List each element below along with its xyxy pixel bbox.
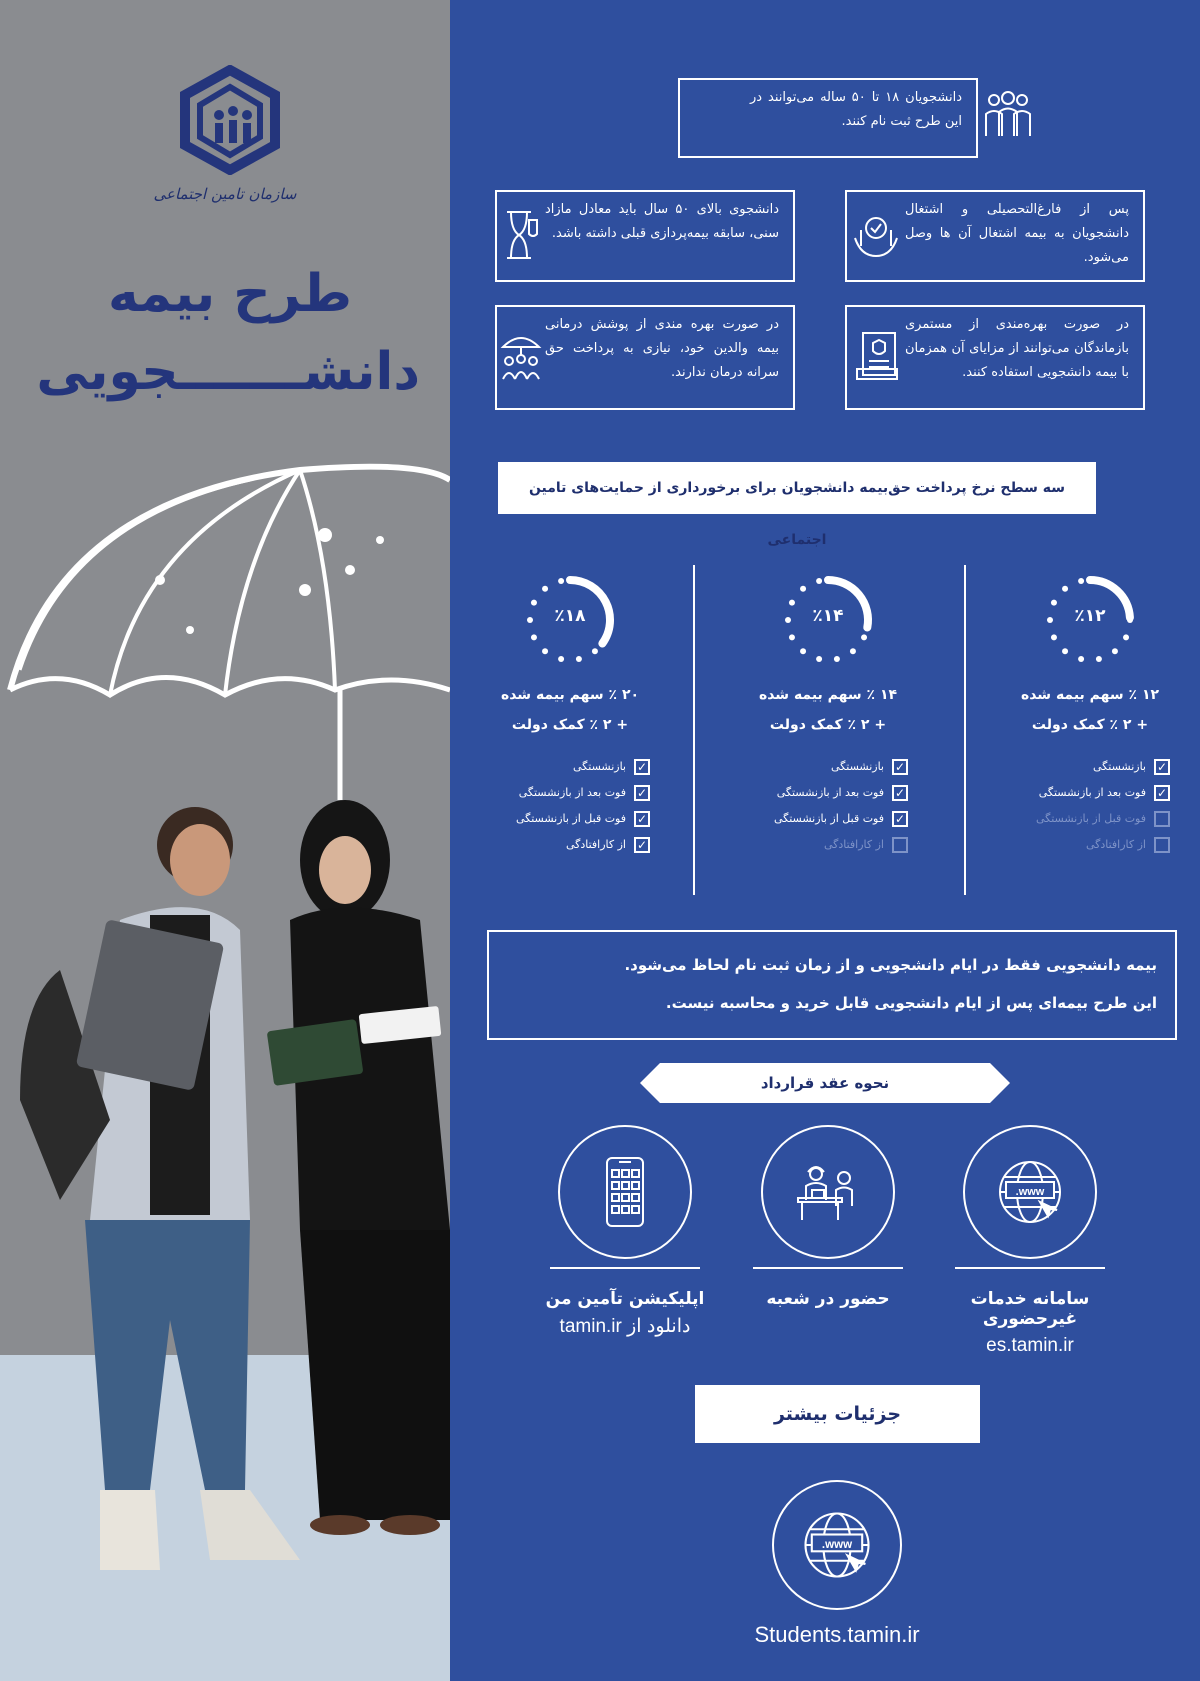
checkbox-icon: ✓ xyxy=(634,759,650,775)
more-details-banner: جزئیات بیشتر xyxy=(695,1385,980,1443)
benefit-item xyxy=(708,832,908,858)
benefit-item xyxy=(970,780,1170,806)
gauge-dot xyxy=(1051,600,1057,606)
gauge-dot xyxy=(1096,656,1102,662)
gauge-dot xyxy=(816,578,822,584)
info-box-age-range xyxy=(678,78,978,158)
tier-18-share: ۲۰ ٪ سهم بیمه شده xyxy=(500,687,640,703)
page-title xyxy=(36,255,420,411)
method-mobile-app-name: اپلیکیشن تآمین من xyxy=(545,1289,705,1309)
benefit-item xyxy=(450,806,650,832)
mobile-app-icon xyxy=(585,1152,665,1232)
gauge-dot xyxy=(592,648,598,654)
method-base-line xyxy=(955,1267,1105,1269)
gauge-dot xyxy=(861,634,867,640)
info-box-parent-coverage-text: در صورت بهره مندی از پوشش درمانی بیمه والدین خود، نیازی به پرداخت حق سرانه درمان ندارند. xyxy=(545,317,779,380)
column-divider xyxy=(964,565,966,895)
gauge-dot xyxy=(816,656,822,662)
group-icon xyxy=(980,90,1036,149)
tier-14-share: ۱۴ ٪ سهم بیمه شده xyxy=(758,687,898,703)
tier-14-gov: + ۲ ٪ کمک دولت xyxy=(769,717,887,733)
circle-frame xyxy=(963,1125,1097,1259)
student-period-notice xyxy=(487,930,1177,1040)
tier-14 xyxy=(708,570,948,890)
method-online-services-url[interactable]: es.tamin.ir xyxy=(986,1335,1074,1356)
tier-18-benefits xyxy=(450,754,690,858)
tier-12-share: ۱۲ ٪ سهم بیمه شده xyxy=(1020,687,1160,703)
benefit-label: از کارافتادگی xyxy=(823,838,884,851)
hands-heart-icon xyxy=(853,210,899,269)
tier-18-percent: ٪۱۸ xyxy=(554,606,586,626)
gauge-dot xyxy=(576,656,582,662)
column-divider xyxy=(693,565,695,895)
branch-desk-icon xyxy=(788,1152,868,1232)
checkbox-icon: ✓ xyxy=(634,811,650,827)
gauge-dot xyxy=(531,634,537,640)
benefit-label: فوت بعد از بازنشستگی xyxy=(1038,786,1146,799)
tier-12-gauge xyxy=(1040,570,1140,670)
benefit-item xyxy=(708,780,908,806)
students-photo xyxy=(0,800,450,1600)
checkbox-icon: ✓ xyxy=(1154,759,1170,775)
tier-12-percent: ٪۱۲ xyxy=(1074,606,1106,626)
tier-18-gov: + ۲ ٪ کمک دولت xyxy=(511,717,629,733)
method-online-services[interactable] xyxy=(930,1125,1130,1357)
gauge-dot xyxy=(1051,634,1057,640)
gauge-dot xyxy=(789,634,795,640)
family-umbrella-icon xyxy=(499,329,543,392)
info-box-survivor-pension xyxy=(845,305,1145,410)
web-icon xyxy=(795,1503,879,1587)
gauge-dot xyxy=(800,586,806,592)
gauge-dot xyxy=(1078,656,1084,662)
info-box-survivor-pension-text: در صورت بهره‌مندی از مستمری بازماندگان می‌توانند از مزایای آن همزمان با بیمه دانشجویی استفاده کنند. xyxy=(905,317,1129,380)
tier-18 xyxy=(450,570,690,890)
umbrella-illustration xyxy=(0,440,450,800)
gauge-dot xyxy=(542,586,548,592)
tier-14-percent: ٪۱۴ xyxy=(812,606,844,626)
method-mobile-app[interactable] xyxy=(525,1125,725,1338)
checkbox-icon: ✓ xyxy=(892,759,908,775)
tamin-logo-icon xyxy=(175,65,285,175)
info-box-over-50 xyxy=(495,190,795,282)
gauge-dot xyxy=(1123,634,1129,640)
info-box-parent-coverage xyxy=(495,305,795,410)
gauge-dot xyxy=(531,600,537,606)
gauge-dot xyxy=(834,656,840,662)
benefit-label: از کارافتادگی xyxy=(1085,838,1146,851)
benefit-item xyxy=(970,832,1170,858)
gauge-dot xyxy=(1062,648,1068,654)
circle-frame xyxy=(558,1125,692,1259)
benefit-label: بازنشستگی xyxy=(1093,760,1146,773)
gauge-dot xyxy=(558,656,564,662)
rates-banner: سه سطح نرخ پرداخت حق‌بیمه دانشجویان برای برخورداری از حمایت‌های تامین اجتماعی xyxy=(498,462,1096,514)
info-box-age-range-text: دانشجویان ۱۸ تا ۵۰ ساله می‌توانند در این طرح ثبت نام کنند. xyxy=(750,90,962,129)
logo-text: سازمان تامین اجتماعی xyxy=(153,185,297,203)
title-line-2: دانشـــــــجویی xyxy=(36,342,420,402)
gauge-dot xyxy=(800,648,806,654)
certificate-icon xyxy=(855,329,899,392)
benefit-label: از کارافتادگی xyxy=(565,838,626,851)
benefit-label: فوت قبل از بازنشستگی xyxy=(1035,812,1146,825)
notice-line-2: این طرح بیمه‌ای پس از ایام دانشجویی قابل خرید و محاسبه نیست. xyxy=(665,994,1157,1012)
tier-14-gauge xyxy=(778,570,878,670)
hourglass-icon xyxy=(501,208,541,271)
checkbox-icon: ✓ xyxy=(892,785,908,801)
benefit-label: فوت قبل از بازنشستگی xyxy=(515,812,626,825)
gauge-dot xyxy=(850,648,856,654)
method-online-services-name: سامانه خدمات غیرحضوری xyxy=(970,1289,1090,1329)
checkbox-icon: ✓ xyxy=(892,811,908,827)
info-box-employment xyxy=(845,190,1145,282)
checkbox-icon: ✓ xyxy=(634,785,650,801)
method-mobile-app-download[interactable]: دانلود از tamin.ir xyxy=(559,1316,691,1337)
benefit-label: فوت بعد از بازنشستگی xyxy=(518,786,626,799)
gauge-dot xyxy=(789,600,795,606)
benefit-item xyxy=(450,754,650,780)
benefit-item xyxy=(450,780,650,806)
contract-ribbon: نحوه عقد قرارداد xyxy=(660,1063,990,1103)
notice-line-1: بیمه دانشجویی فقط در ایام دانشجویی و از زمان ثبت نام لحاظ می‌شود. xyxy=(624,956,1157,974)
gauge-dot xyxy=(558,578,564,584)
students-url-link[interactable]: Students.tamin.ir xyxy=(754,1622,920,1647)
info-box-over-50-text: دانشجوی بالای ۵۰ سال باید معادل مازاد سنی، سابقه بیمه‌پردازی قبلی داشته باشد. xyxy=(545,202,779,241)
benefit-label: فوت بعد از بازنشستگی xyxy=(776,786,884,799)
benefit-item xyxy=(970,806,1170,832)
checkbox-icon xyxy=(892,837,908,853)
right-panel xyxy=(450,0,1200,1681)
checkbox-icon: ✓ xyxy=(634,837,650,853)
tier-14-benefits xyxy=(708,754,948,858)
tier-12 xyxy=(970,570,1200,890)
method-base-line xyxy=(550,1267,700,1269)
left-panel xyxy=(0,0,450,1681)
gauge-dot xyxy=(1078,578,1084,584)
benefit-item xyxy=(708,806,908,832)
title-line-1: طرح بیمه xyxy=(107,264,353,324)
benefit-item xyxy=(970,754,1170,780)
benefit-label: بازنشستگی xyxy=(831,760,884,773)
method-base-line xyxy=(753,1267,903,1269)
gauge-dot xyxy=(542,648,548,654)
gauge-dot xyxy=(1112,648,1118,654)
benefit-item xyxy=(450,832,650,858)
circle-frame xyxy=(761,1125,895,1259)
info-box-employment-text: پس از فارغ‌التحصیلی و اشتغال دانشجویان به بیمه اشتغال آن ها وصل می‌شود. xyxy=(905,202,1129,265)
tier-12-gov: + ۲ ٪ کمک دولت xyxy=(1031,717,1149,733)
checkbox-icon: ✓ xyxy=(1154,785,1170,801)
benefit-item xyxy=(708,754,908,780)
tier-18-gauge xyxy=(520,570,620,670)
gauge-dot xyxy=(1062,586,1068,592)
method-branch-visit-name: حضور در شعبه xyxy=(766,1289,890,1309)
checkbox-icon xyxy=(1154,811,1170,827)
svg-text:www.: www. xyxy=(821,1539,853,1552)
web-icon xyxy=(990,1152,1070,1232)
benefit-label: فوت قبل از بازنشستگی xyxy=(773,812,884,825)
tier-12-benefits xyxy=(970,754,1200,858)
checkbox-icon xyxy=(1154,837,1170,853)
more-details-circle xyxy=(772,1480,902,1610)
svg-text:www.: www. xyxy=(1015,1186,1045,1198)
benefit-label: بازنشستگی xyxy=(573,760,626,773)
method-branch-visit[interactable] xyxy=(728,1125,928,1315)
